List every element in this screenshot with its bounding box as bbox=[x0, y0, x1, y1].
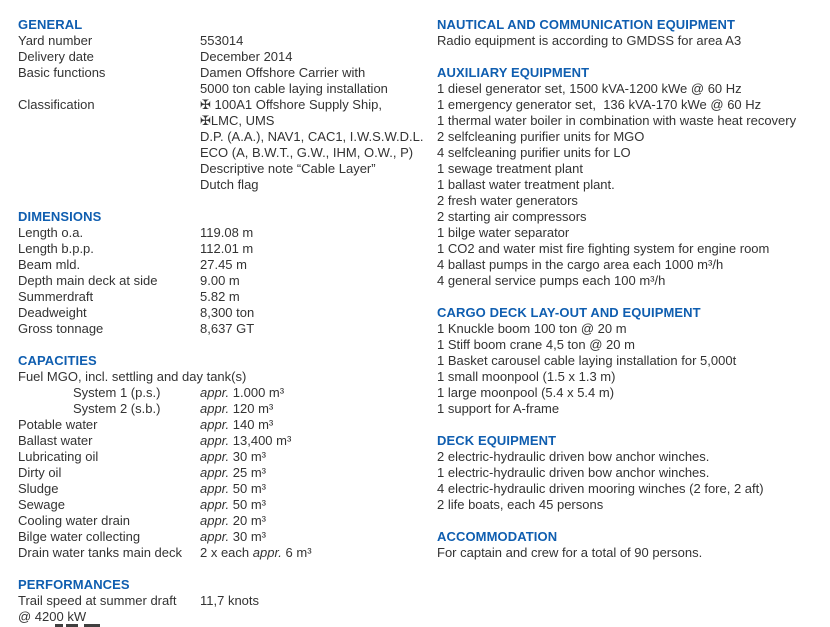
row-label: Sludge bbox=[18, 481, 59, 496]
spec-line: 4 selfcleaning purifier units for LO bbox=[437, 145, 631, 160]
row-value: appr. 140 m³ bbox=[200, 417, 274, 432]
row-label: Lubricating oil bbox=[18, 449, 99, 464]
row-label: Delivery date bbox=[18, 49, 94, 64]
row-value: ✠LMC, UMS bbox=[200, 113, 275, 128]
spec-line: 1 large moonpool (5.4 x 5.4 m) bbox=[437, 385, 615, 400]
row-label: Sewage bbox=[18, 497, 65, 512]
spec-row bbox=[18, 97, 432, 113]
section-deck-equipment bbox=[437, 433, 829, 513]
row-label: Gross tonnage bbox=[18, 321, 104, 336]
spec-row bbox=[18, 609, 432, 625]
section-auxiliary-equipment bbox=[437, 65, 829, 289]
section-title-general: GENERAL bbox=[18, 17, 83, 32]
section-cargo-deck-lay-out-and-equipment bbox=[437, 305, 829, 417]
spec-row bbox=[18, 529, 432, 545]
spec-row bbox=[18, 225, 432, 241]
section-performances bbox=[18, 577, 432, 625]
row-value: 8,300 ton bbox=[200, 305, 255, 320]
spec-row bbox=[18, 241, 432, 257]
spec-row bbox=[18, 513, 432, 529]
spec-line: For captain and crew for a total of 90 persons. bbox=[437, 545, 703, 560]
spec-line: 1 small moonpool (1.5 x 1.3 m) bbox=[437, 369, 616, 384]
row-value: ECO (A, B.W.T., G.W., IHM, O.W., P) bbox=[200, 145, 414, 160]
row-value: D.P. (A.A.), NAV1, CAC1, I.W.S.W.D.L. bbox=[200, 129, 424, 144]
row-value: appr. 30 m³ bbox=[200, 529, 266, 544]
spec-row bbox=[18, 81, 432, 97]
spec-line: 2 electric-hydraulic driven bow anchor winches. bbox=[437, 449, 710, 464]
spec-row bbox=[18, 257, 432, 273]
row-label: Length o.a. bbox=[18, 225, 84, 240]
section-title-capacities: CAPACITIES bbox=[18, 353, 97, 368]
row-label: Potable water bbox=[18, 417, 98, 432]
section-title-cargo-deck-lay-out-and-equipment: CARGO DECK LAY-OUT AND EQUIPMENT bbox=[437, 305, 701, 320]
row-value: 553014 bbox=[200, 33, 244, 48]
section-general bbox=[18, 17, 432, 193]
row-value: appr. 120 m³ bbox=[200, 401, 274, 416]
row-label: Bilge water collecting bbox=[18, 529, 141, 544]
spec-line: 1 ballast water treatment plant. bbox=[437, 177, 615, 192]
row-value: 119.08 m bbox=[200, 225, 254, 240]
row-value: appr. 25 m³ bbox=[200, 465, 266, 480]
spec-line: 1 diesel generator set, 1500 kVA-1200 kWe @ 60 Hz bbox=[437, 81, 742, 96]
row-label: Beam mld. bbox=[18, 257, 81, 272]
section-capacities bbox=[18, 353, 432, 561]
row-value: 9.00 m bbox=[200, 273, 240, 288]
spec-row bbox=[18, 161, 432, 177]
spec-line: 2 starting air compressors bbox=[437, 209, 587, 224]
spec-line: 1 CO2 and water mist fire fighting system for engine room bbox=[437, 241, 770, 256]
spec-row bbox=[18, 145, 432, 161]
row-value: 2 x each appr. 6 m³ bbox=[200, 545, 312, 560]
row-value: 5000 ton cable laying installation bbox=[200, 81, 388, 96]
section-dimensions bbox=[18, 209, 432, 337]
spec-row bbox=[18, 593, 432, 609]
spec-row bbox=[18, 321, 432, 337]
row-label: Yard number bbox=[18, 33, 93, 48]
spec-row bbox=[18, 417, 432, 433]
row-label bbox=[18, 161, 200, 177]
spec-line: 4 general service pumps each 100 m³/h bbox=[437, 273, 666, 288]
row-label bbox=[18, 177, 200, 193]
row-value: appr. 20 m³ bbox=[200, 513, 266, 528]
spec-row bbox=[18, 113, 432, 129]
spec-row bbox=[18, 497, 432, 513]
spec-line: 1 thermal water boiler in combination with waste heat recovery bbox=[437, 113, 797, 128]
row-value: 8,637 GT bbox=[200, 321, 255, 336]
section-title-auxiliary-equipment: AUXILIARY EQUIPMENT bbox=[437, 65, 590, 80]
spec-row bbox=[18, 385, 432, 401]
spec-line: 1 support for A-frame bbox=[437, 401, 560, 416]
spec-row bbox=[18, 65, 432, 81]
spec-row bbox=[18, 49, 432, 65]
spec-row bbox=[18, 449, 432, 465]
row-label: Drain water tanks main deck bbox=[18, 545, 183, 560]
row-label: Dirty oil bbox=[18, 465, 62, 480]
section-title-dimensions: DIMENSIONS bbox=[18, 209, 102, 224]
row-label bbox=[18, 145, 200, 161]
row-value: appr. 50 m³ bbox=[200, 497, 266, 512]
row-label: Depth main deck at side bbox=[18, 273, 158, 288]
section-title-performances: PERFORMANCES bbox=[18, 577, 130, 592]
row-value: appr. 50 m³ bbox=[200, 481, 266, 496]
section-title-deck-equipment: DECK EQUIPMENT bbox=[437, 433, 557, 448]
row-label: System 2 (s.b.) bbox=[73, 401, 161, 416]
row-value: 112.01 m bbox=[200, 241, 254, 256]
spec-line: Radio equipment is according to GMDSS for area A3 bbox=[437, 33, 742, 48]
row-value: ✠ 100A1 Offshore Supply Ship, bbox=[200, 97, 382, 112]
spec-row bbox=[18, 545, 432, 561]
spec-line: Fuel MGO, incl. settling and day tank(s) bbox=[18, 369, 247, 384]
row-label: System 1 (p.s.) bbox=[73, 385, 161, 400]
spec-line: 1 electric-hydraulic driven bow anchor winches. bbox=[437, 465, 710, 480]
spec-line: 2 fresh water generators bbox=[437, 193, 578, 208]
row-value: appr. 30 m³ bbox=[200, 449, 266, 464]
spec-line: 1 Stiff boom crane 4,5 ton @ 20 m bbox=[437, 337, 635, 352]
spec-line: 1 emergency generator set, 136 kVA-170 kWe @ 60 Hz bbox=[437, 97, 762, 112]
spec-line: 2 selfcleaning purifier units for MGO bbox=[437, 129, 645, 144]
row-label bbox=[18, 129, 200, 145]
spec-row bbox=[18, 433, 432, 449]
spec-line: 1 Knuckle boom 100 ton @ 20 m bbox=[437, 321, 627, 336]
row-value: 27.45 m bbox=[200, 257, 247, 272]
section-nautical-and-communication-equipment bbox=[437, 17, 829, 49]
row-value: appr. 1.000 m³ bbox=[200, 385, 285, 400]
section-accommodation bbox=[437, 529, 829, 561]
row-label: Summerdraft bbox=[18, 289, 94, 304]
row-value: 11,7 knots bbox=[200, 593, 260, 608]
row-label: Trail speed at summer draft bbox=[18, 593, 177, 608]
spec-row bbox=[18, 401, 432, 417]
spec-row bbox=[18, 465, 432, 481]
row-value: appr. 13,400 m³ bbox=[200, 433, 292, 448]
spec-line: 4 electric-hydraulic driven mooring winches (2 fore, 2 aft) bbox=[437, 481, 764, 496]
row-label: Cooling water drain bbox=[18, 513, 131, 528]
row-label: Deadweight bbox=[18, 305, 87, 320]
section-title-accommodation: ACCOMMODATION bbox=[437, 529, 558, 544]
spec-line: 4 ballast pumps in the cargo area each 1000 m³/h bbox=[437, 257, 724, 272]
row-label bbox=[18, 113, 200, 129]
section-title-nautical-and-communication-equipment: NAUTICAL AND COMMUNICATION EQUIPMENT bbox=[437, 17, 736, 32]
spec-row bbox=[18, 177, 432, 193]
row-value: 5.82 m bbox=[200, 289, 240, 304]
row-label bbox=[18, 81, 200, 97]
spec-row bbox=[18, 481, 432, 497]
spec-row bbox=[18, 305, 432, 321]
spec-line: 1 Basket carousel cable laying installation for 5,000t bbox=[437, 353, 737, 368]
row-label: Classification bbox=[18, 97, 95, 112]
row-label: Ballast water bbox=[18, 433, 93, 448]
spec-line: 1 sewage treatment plant bbox=[437, 161, 583, 176]
right-column bbox=[437, 17, 829, 577]
spec-row bbox=[18, 129, 432, 145]
spec-row bbox=[18, 33, 432, 49]
row-label: @ 4200 kW bbox=[18, 609, 87, 624]
spec-row bbox=[18, 273, 432, 289]
spec-line: 2 life boats, each 45 persons bbox=[437, 497, 604, 512]
row-value: Descriptive note “Cable Layer” bbox=[200, 161, 376, 176]
row-value: Damen Offshore Carrier with bbox=[200, 65, 366, 80]
row-value: Dutch flag bbox=[200, 177, 259, 192]
left-column bbox=[18, 17, 432, 627]
row-label: Basic functions bbox=[18, 65, 106, 80]
spec-line: 1 bilge water separator bbox=[437, 225, 570, 240]
row-value: December 2014 bbox=[200, 49, 293, 64]
spec-row bbox=[18, 289, 432, 305]
row-label: Length b.p.p. bbox=[18, 241, 94, 256]
